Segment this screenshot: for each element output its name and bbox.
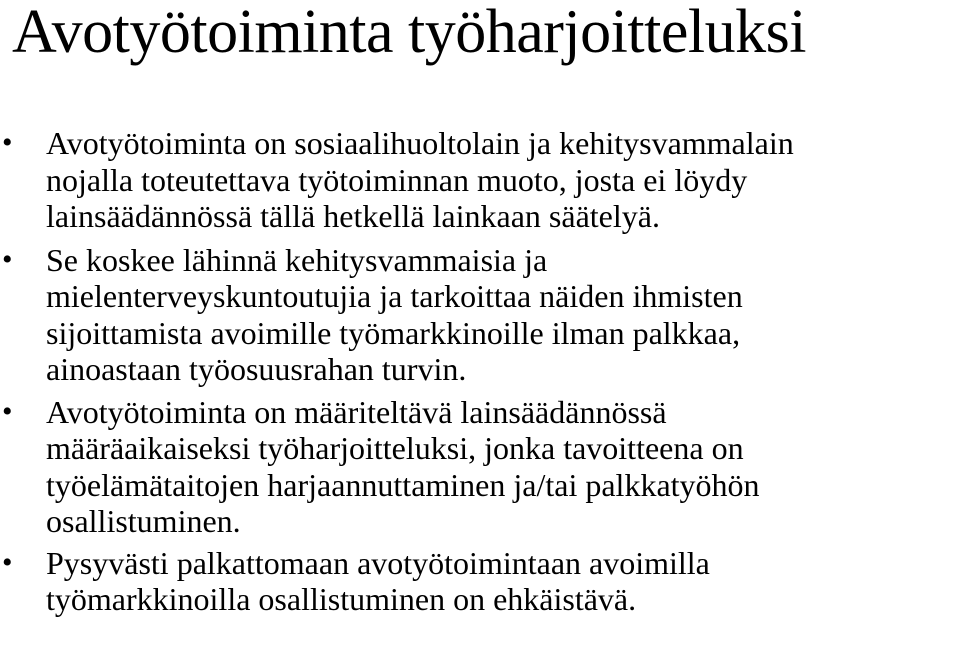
bullet-text <box>46 125 794 234</box>
bullet-item <box>0 242 960 388</box>
bullet-icon: • <box>2 126 13 159</box>
bullet-list <box>0 125 960 625</box>
bullet-line: Avotyötoiminta on määriteltävä lainsäädännössä <box>46 393 667 430</box>
bullet-item <box>0 125 960 235</box>
bullet-line: työmarkkinoilla osallistuminen on ehkäistävä. <box>46 581 637 617</box>
bullet-text <box>46 394 760 540</box>
bullet-icon: • <box>2 545 13 579</box>
bullet-line: työelämätaitojen harjaannuttaminen ja/tai palkkatyöhön <box>46 466 760 503</box>
bullet-text <box>46 242 743 388</box>
bullet-line: osallistuminen. <box>46 503 241 539</box>
bullet-line: Avotyötoiminta on sosiaalihuoltolain ja kehitysvammalain <box>46 125 794 161</box>
bullet-icon: • <box>2 394 13 428</box>
slide-title: Avotyötoiminta työharjoitteluksi <box>12 0 806 66</box>
bullet-line: mielenterveyskuntoutujia ja tarkoittaa näiden ihmisten <box>46 278 743 314</box>
bullet-text <box>46 545 710 618</box>
bullet-line: määräaikaiseksi työharjoitteluksi, jonka tavoitteena on <box>46 430 744 466</box>
bullet-line: Pysyvästi palkattomaan avotyötoimintaan avoimilla <box>46 544 710 581</box>
bullet-line: lainsäädännössä tällä hetkellä lainkaan säätelyä. <box>46 198 660 234</box>
bullet-line: nojalla toteutettava työtoiminnan muoto, josta ei löydy <box>46 161 748 198</box>
bullet-line: sijoittamista avoimille työmarkkinoille ilman palkkaa, <box>46 314 741 351</box>
bullet-line: Se koskee lähinnä kehitysvammaisia ja <box>46 241 548 278</box>
bullet-item <box>0 545 960 618</box>
bullet-item <box>0 394 960 540</box>
bullet-line: ainoastaan työosuusrahan turvin. <box>46 351 467 387</box>
bullet-icon: • <box>2 242 13 276</box>
